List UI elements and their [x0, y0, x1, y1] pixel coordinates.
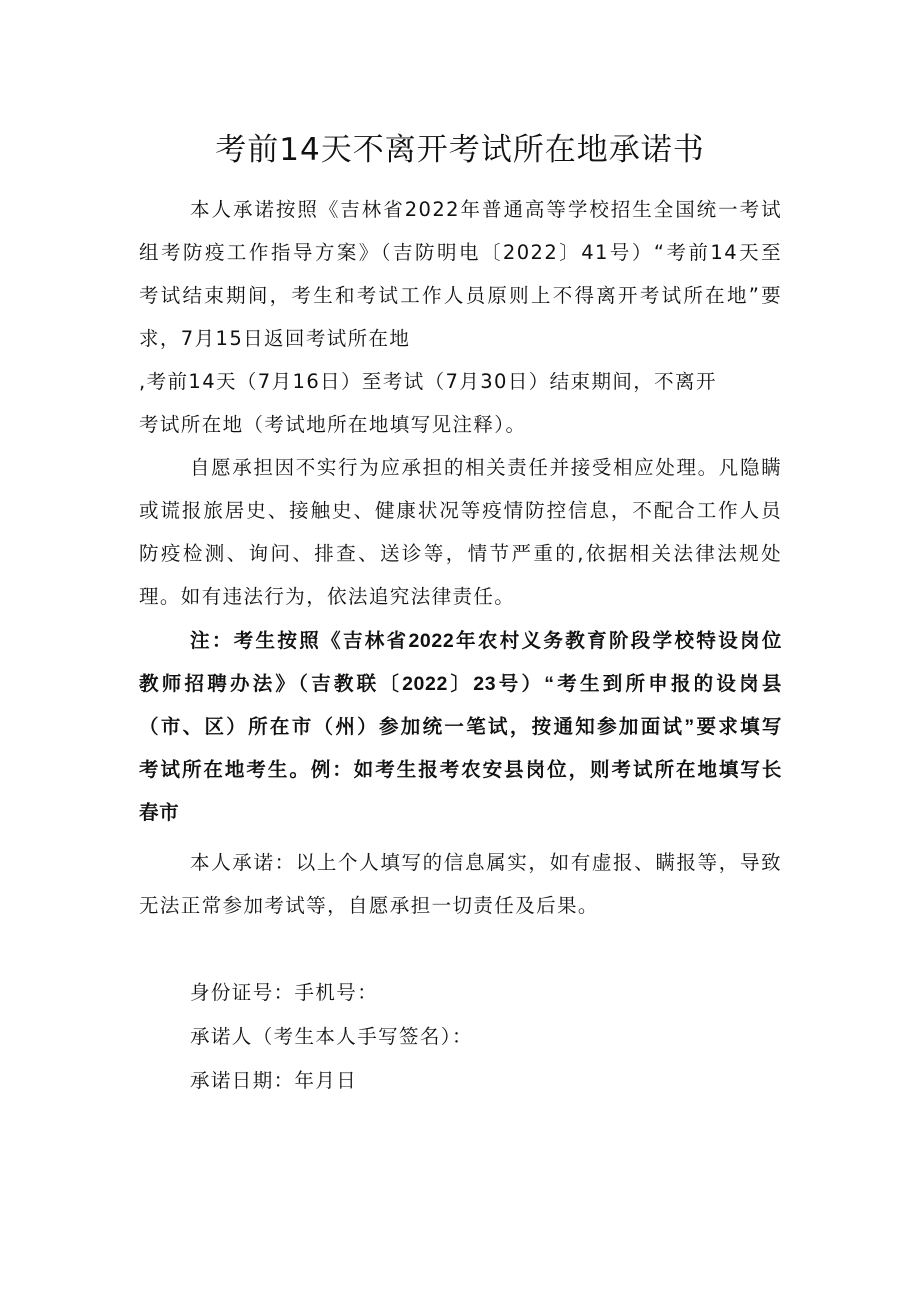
paragraph2-line-3: 防疫检测、询问、排查、送诊等，情节严重的,依据相关法律法规处 — [139, 542, 782, 565]
document-title: 考前14天不离开考试所在地承诺书 — [215, 132, 705, 168]
paragraph1-line-6: 考试所在地（考试地所在地填写见注释）。 — [139, 413, 527, 436]
note-line-2: 教师招聘办法》（吉教联〔2022〕23号）“考生到所申报的设岗县 — [139, 673, 782, 695]
note-line-1: 注：考生按照《吉林省2022年农村义务教育阶段学校特设岗位 — [190, 630, 782, 652]
date-field: 承诺日期：年月日 — [190, 1069, 358, 1092]
paragraph1-line-5: ,考前14天（7月16日）至考试（7月30日）结束期间，不离开 — [139, 370, 717, 393]
paragraph1-line-2: 组考防疫工作指导方案》（吉防明电〔2022〕41号）“考前14天至 — [139, 241, 782, 264]
paragraph2-line-2: 或谎报旅居史、接触史、健康状况等疫情防控信息，不配合工作人员 — [139, 499, 782, 522]
paragraph1-line-4: 求，7月15日返回考试所在地 — [139, 327, 411, 350]
note-line-3: （市、区）所在市（州）参加统一笔试，按通知参加面试”要求填写 — [139, 716, 782, 738]
id-phone-field: 身份证号：手机号： — [190, 981, 379, 1004]
paragraph2-line-4: 理。如有违法行为，依法追究法律责任。 — [139, 585, 516, 608]
paragraph1-line-1: 本人承诺按照《吉林省2022年普通高等学校招生全国统一考试 — [190, 198, 782, 221]
signer-field: 承诺人（考生本人手写签名）： — [190, 1025, 473, 1048]
promise-line-2: 无法正常参加考试等，自愿承担一切责任及后果。 — [139, 894, 599, 917]
note-line-4: 考试所在地考生。例：如考生报考农安县岗位，则考试所在地填写长 — [139, 759, 782, 781]
paragraph2-line-1: 自愿承担因不实行为应承担的相关责任并接受相应处理。凡隐瞒 — [190, 456, 782, 479]
paragraph1-line-3: 考试结束期间，考生和考试工作人员原则上不得离开考试所在地”要 — [139, 284, 782, 307]
promise-line-1: 本人承诺：以上个人填写的信息属实，如有虚报、瞒报等，导致 — [190, 851, 782, 874]
note-line-5: 春市 — [139, 802, 180, 824]
